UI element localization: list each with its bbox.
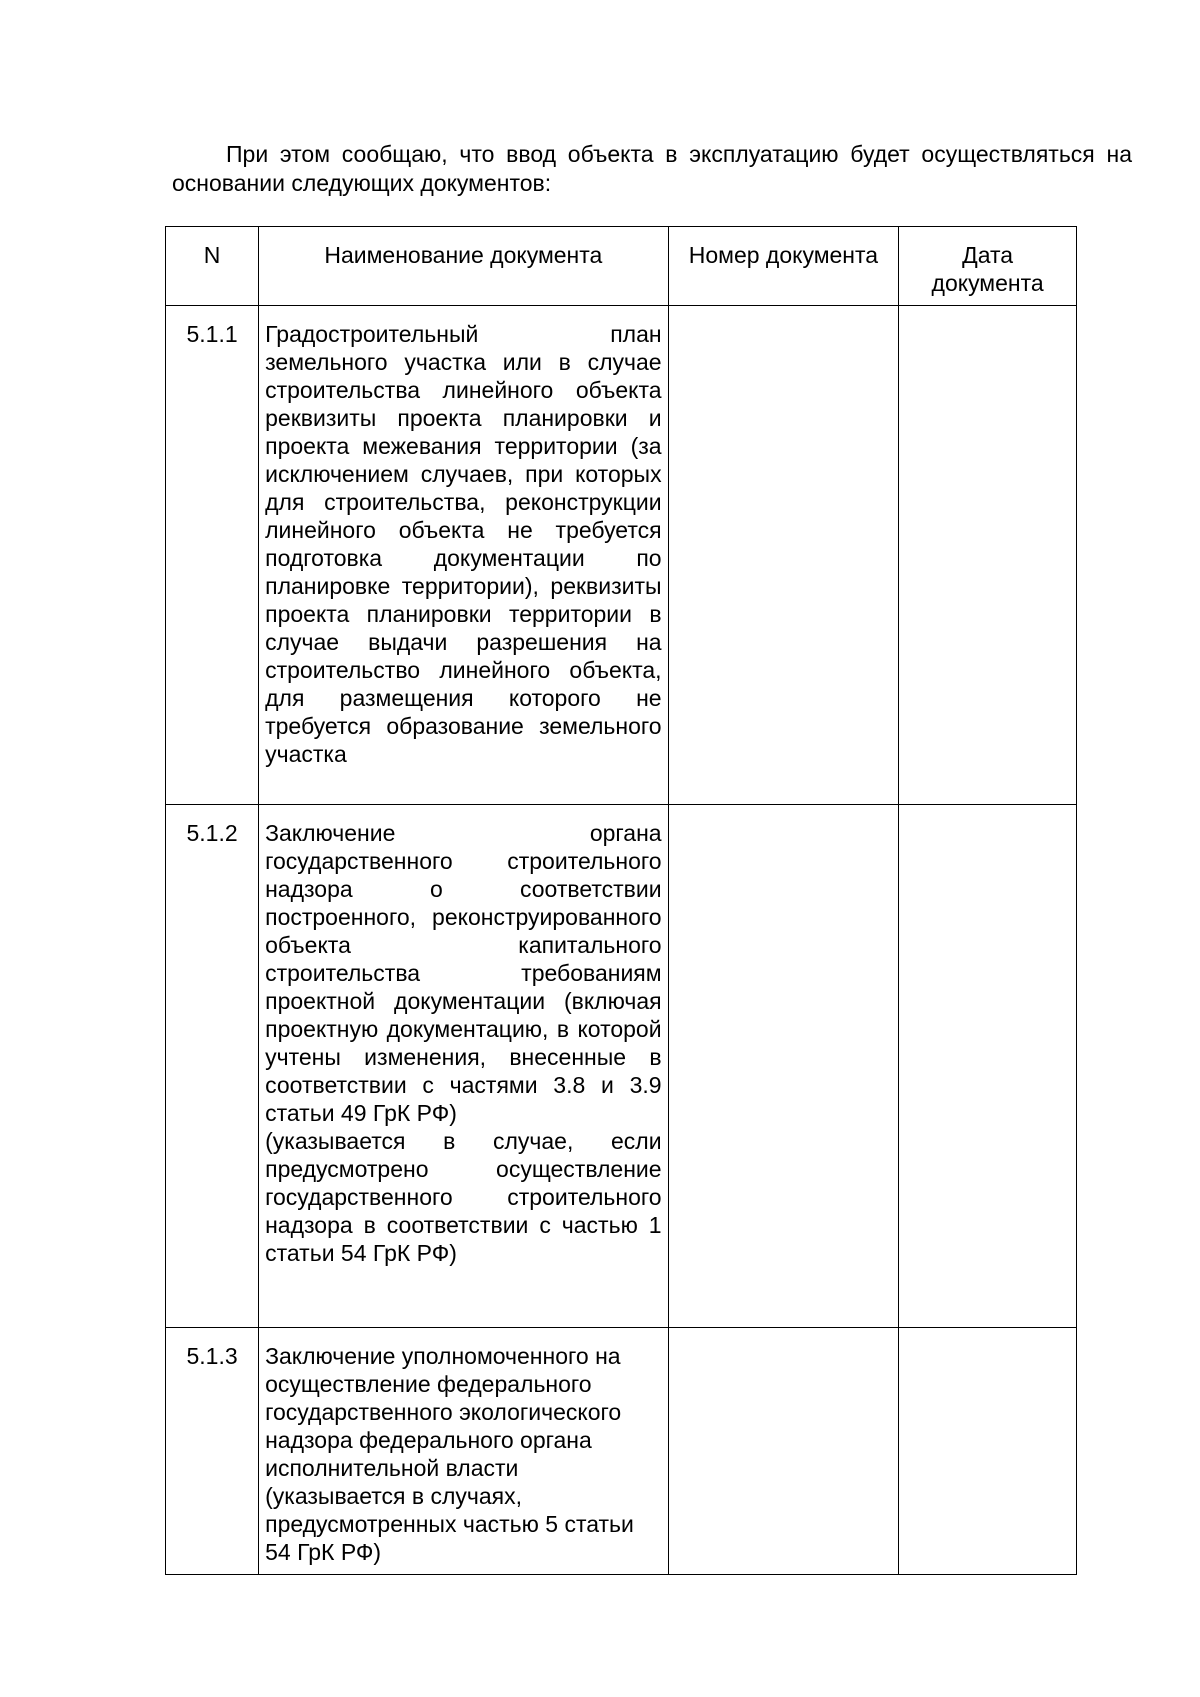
document-name-note: (указывается в случае, если предусмотрено осуществление государственного строительного надзора в соответствии с частью 1 статьи 54 ГрК РФ) bbox=[265, 1128, 662, 1266]
document-name bbox=[259, 805, 668, 1328]
document-number-cell bbox=[668, 805, 899, 1328]
row-number: 5.1.3 bbox=[166, 1328, 259, 1575]
row-number: 5.1.2 bbox=[166, 805, 259, 1328]
header-n: N bbox=[166, 227, 259, 306]
document-name-main: Заключение уполномоченного на осуществление федерального государственного экологического надзора федерального органа исполнительной власти bbox=[265, 1343, 622, 1481]
document-name bbox=[259, 1328, 668, 1575]
document-name-note: (указывается в случаях, предусмотренных частью 5 статьи 54 ГрК РФ) bbox=[265, 1483, 634, 1565]
table-row bbox=[166, 805, 1077, 1328]
intro-paragraph: При этом сообщаю, что ввод объекта в эксплуатацию будет осуществляться на основании следующих документов: bbox=[172, 141, 1132, 196]
document-number-cell bbox=[668, 306, 899, 805]
document-date-cell bbox=[899, 805, 1077, 1328]
document-date-cell bbox=[899, 1328, 1077, 1575]
document-name-main: Заключение органа государственного строительного надзора о соответствии построенного, реконструированного объекта капитального строительства требованиям проектной документации (включая проектную документацию, в которой учтены изменения, внесенные в соответствии с частями 3.8 и 3.9 статьи 49 ГрК РФ) bbox=[265, 820, 662, 1126]
header-document-name: Наименование документа bbox=[259, 227, 668, 306]
row-number: 5.1.1 bbox=[166, 306, 259, 805]
header-document-date: Дата документа bbox=[899, 227, 1077, 306]
table-row bbox=[166, 1328, 1077, 1575]
table-header-row bbox=[166, 227, 1077, 306]
document-name: Градостроительный план земельного участка или в случае строительства линейного объекта реквизиты проекта планировки и проекта межевания территории (за исключением случаев, при которых для строительства, реконструкции линейного объекта не требуется подготовка документации по планировке территории), реквизиты проекта планировки территории в случае выдачи разрешения на строительство линейного объекта, для размещения которого не требуется образование земельного участка bbox=[259, 306, 668, 805]
document-number-cell bbox=[668, 1328, 899, 1575]
table-row bbox=[166, 306, 1077, 805]
header-document-number: Номер документа bbox=[668, 227, 899, 306]
document-date-cell bbox=[899, 306, 1077, 805]
documents-table bbox=[165, 226, 1077, 1575]
